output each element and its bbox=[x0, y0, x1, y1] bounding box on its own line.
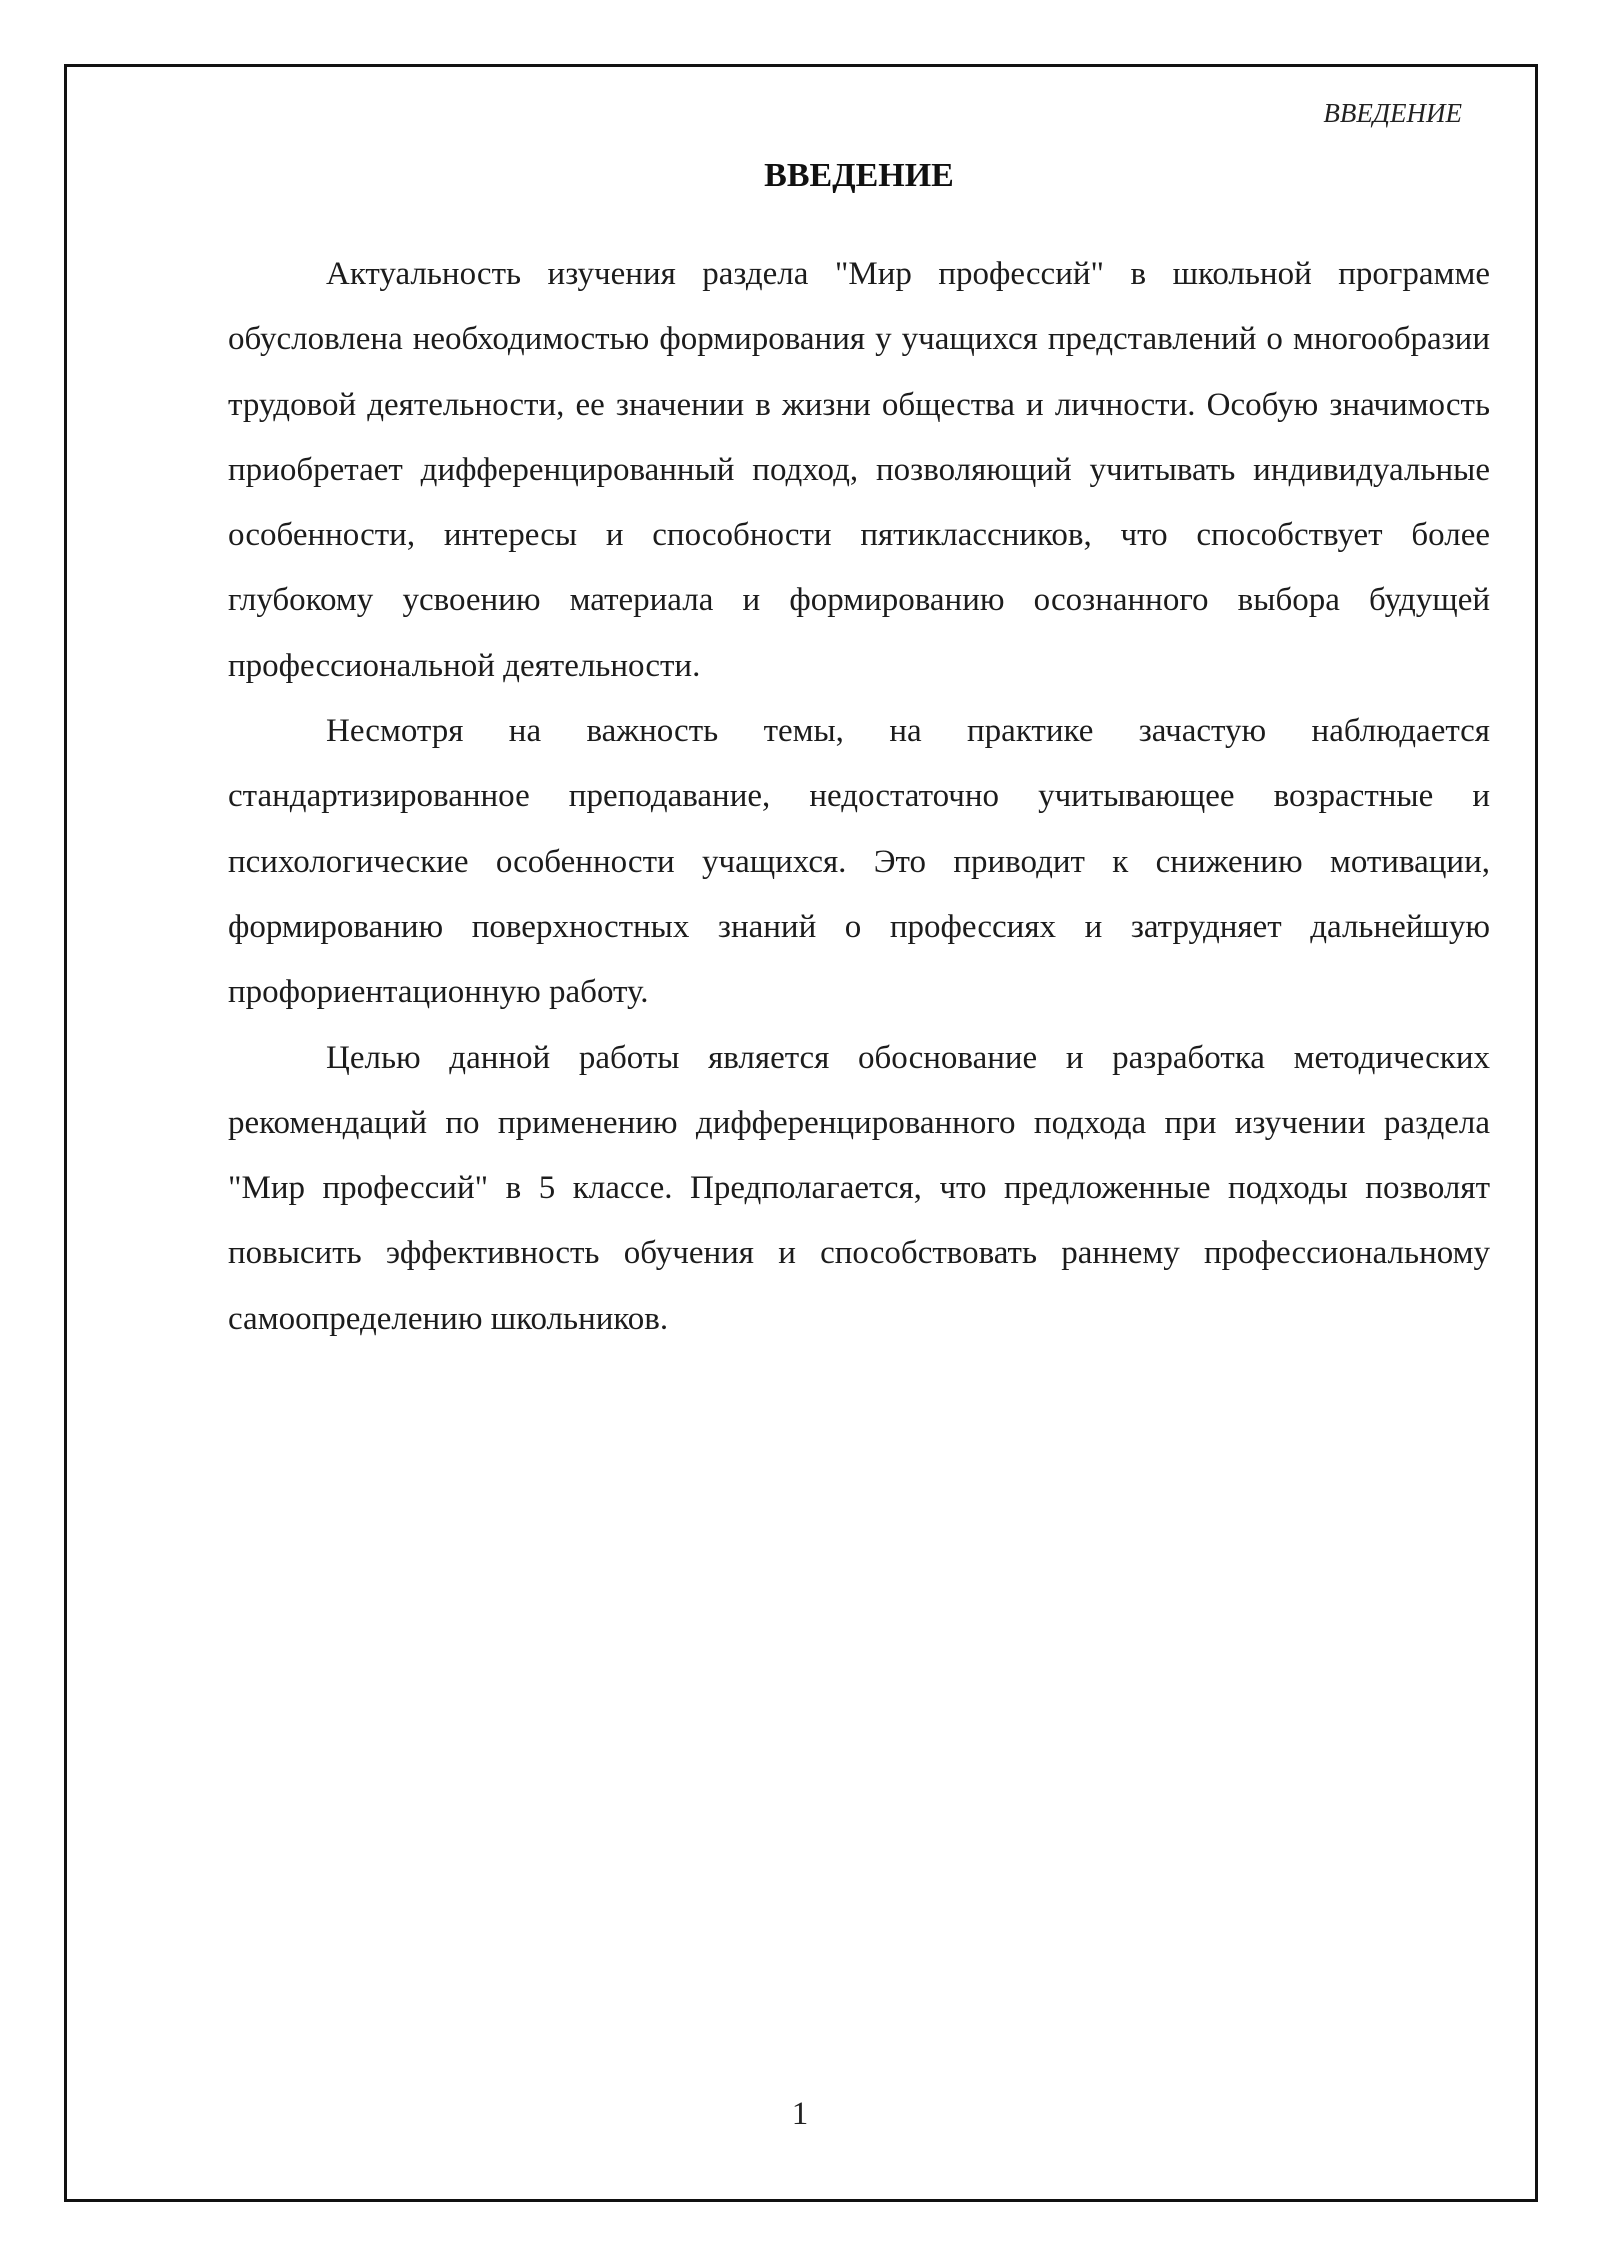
paragraph-goal: Целью данной работы является обоснование и разработка методических рекомендаций по применению дифференцированного подхода при изучении раздела "Мир профессий" в 5 классе. Предполагается, что предложенные подходы позволят повысить эффективность обучения и способствовать раннему профессиональному самоопределению школьников. bbox=[228, 1039, 1490, 1337]
running-header: ВВЕДЕНИЕ bbox=[1323, 98, 1462, 128]
page-title: ВВЕДЕНИЕ bbox=[764, 157, 954, 194]
paragraph-problem: Несмотря на важность темы, на практике зачастую наблюдается стандартизированное преподавание, недостаточно учитывающее возрастные и психологические особенности учащихся. Это приводит к снижению мотивации, формированию поверхностных знаний о профессиях и затрудняет дальнейшую профориентационную работу. bbox=[228, 713, 1490, 1011]
page-number: 1 bbox=[791, 2096, 809, 2132]
paragraph-relevance: Актуальность изучения раздела "Мир профессий" в школьной программе обусловлена необходимостью формирования у учащихся представлений о многообразии трудовой деятельности, ее значении в жизни общества и личности. Особую значимость приобретает дифференцированный подход, позволяющий учитывать индивидуальные особенности, интересы и способности пятиклассников, что способствует более глубокому усвоению материала и формированию осознанного выбора будущей профессиональной деятельности. bbox=[228, 256, 1490, 684]
body-text bbox=[228, 242, 1490, 1352]
